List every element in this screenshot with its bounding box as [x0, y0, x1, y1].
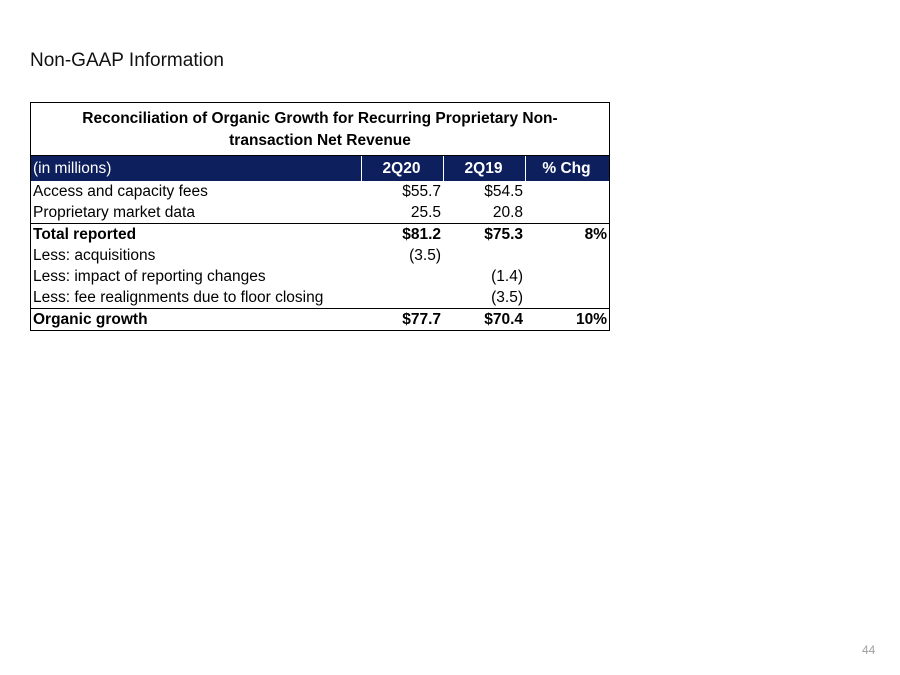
- row-label: Total reported: [33, 226, 137, 243]
- row-value-2q19: $54.5: [484, 183, 523, 200]
- row-value-2q20: $55.7: [402, 183, 441, 200]
- header-units-label: (in millions): [33, 160, 112, 177]
- row-value-pct-chg: [525, 287, 609, 308]
- table-row-less-fee-realignments: [31, 287, 609, 308]
- row-value-2q20: [361, 287, 443, 308]
- page-number: 44: [862, 643, 876, 657]
- row-value-2q19: 20.8: [492, 204, 523, 221]
- row-value-2q20: $81.2: [402, 226, 441, 243]
- row-value-2q20: (3.5): [409, 247, 441, 264]
- reconciliation-table: [30, 102, 610, 331]
- table-header-row: [31, 156, 609, 181]
- row-value-2q19: (1.4): [491, 268, 523, 285]
- row-label: Less: acquisitions: [33, 247, 156, 264]
- row-value-2q20: $77.7: [402, 311, 441, 328]
- table-row-organic-growth: [31, 308, 609, 330]
- header-pct-chg: % Chg: [525, 156, 609, 181]
- row-value-2q20: 25.5: [410, 204, 441, 221]
- row-label: Less: fee realignments due to floor closing: [33, 289, 324, 306]
- row-value-2q19: [443, 245, 525, 266]
- table-row-total-reported: [31, 223, 609, 245]
- row-label: Proprietary market data: [33, 204, 195, 221]
- row-value-pct-chg: [525, 202, 609, 223]
- header-2q19: 2Q19: [443, 156, 525, 181]
- row-value-2q20: [361, 266, 443, 287]
- row-value-2q19: $75.3: [484, 226, 523, 243]
- row-value-pct-chg: 10%: [575, 311, 607, 328]
- row-value-pct-chg: 8%: [584, 226, 607, 243]
- table-row-less-reporting-changes: [31, 266, 609, 287]
- row-label: Less: impact of reporting changes: [33, 268, 266, 285]
- table-row-access-capacity-fees: [31, 181, 609, 202]
- table-title: Reconciliation of Organic Growth for Recurring Proprietary Non-transaction Net Revenue: [31, 103, 609, 156]
- row-value-pct-chg: [525, 181, 609, 202]
- row-label: Access and capacity fees: [33, 183, 208, 200]
- row-label: Organic growth: [33, 311, 148, 328]
- header-2q20: 2Q20: [361, 156, 443, 181]
- row-value-2q19: (3.5): [491, 289, 523, 306]
- row-value-pct-chg: [525, 266, 609, 287]
- table-row-less-acquisitions: [31, 245, 609, 266]
- table-row-proprietary-market-data: [31, 202, 609, 223]
- row-value-pct-chg: [525, 245, 609, 266]
- row-value-2q19: $70.4: [484, 311, 523, 328]
- page-title: Non-GAAP Information: [30, 50, 224, 71]
